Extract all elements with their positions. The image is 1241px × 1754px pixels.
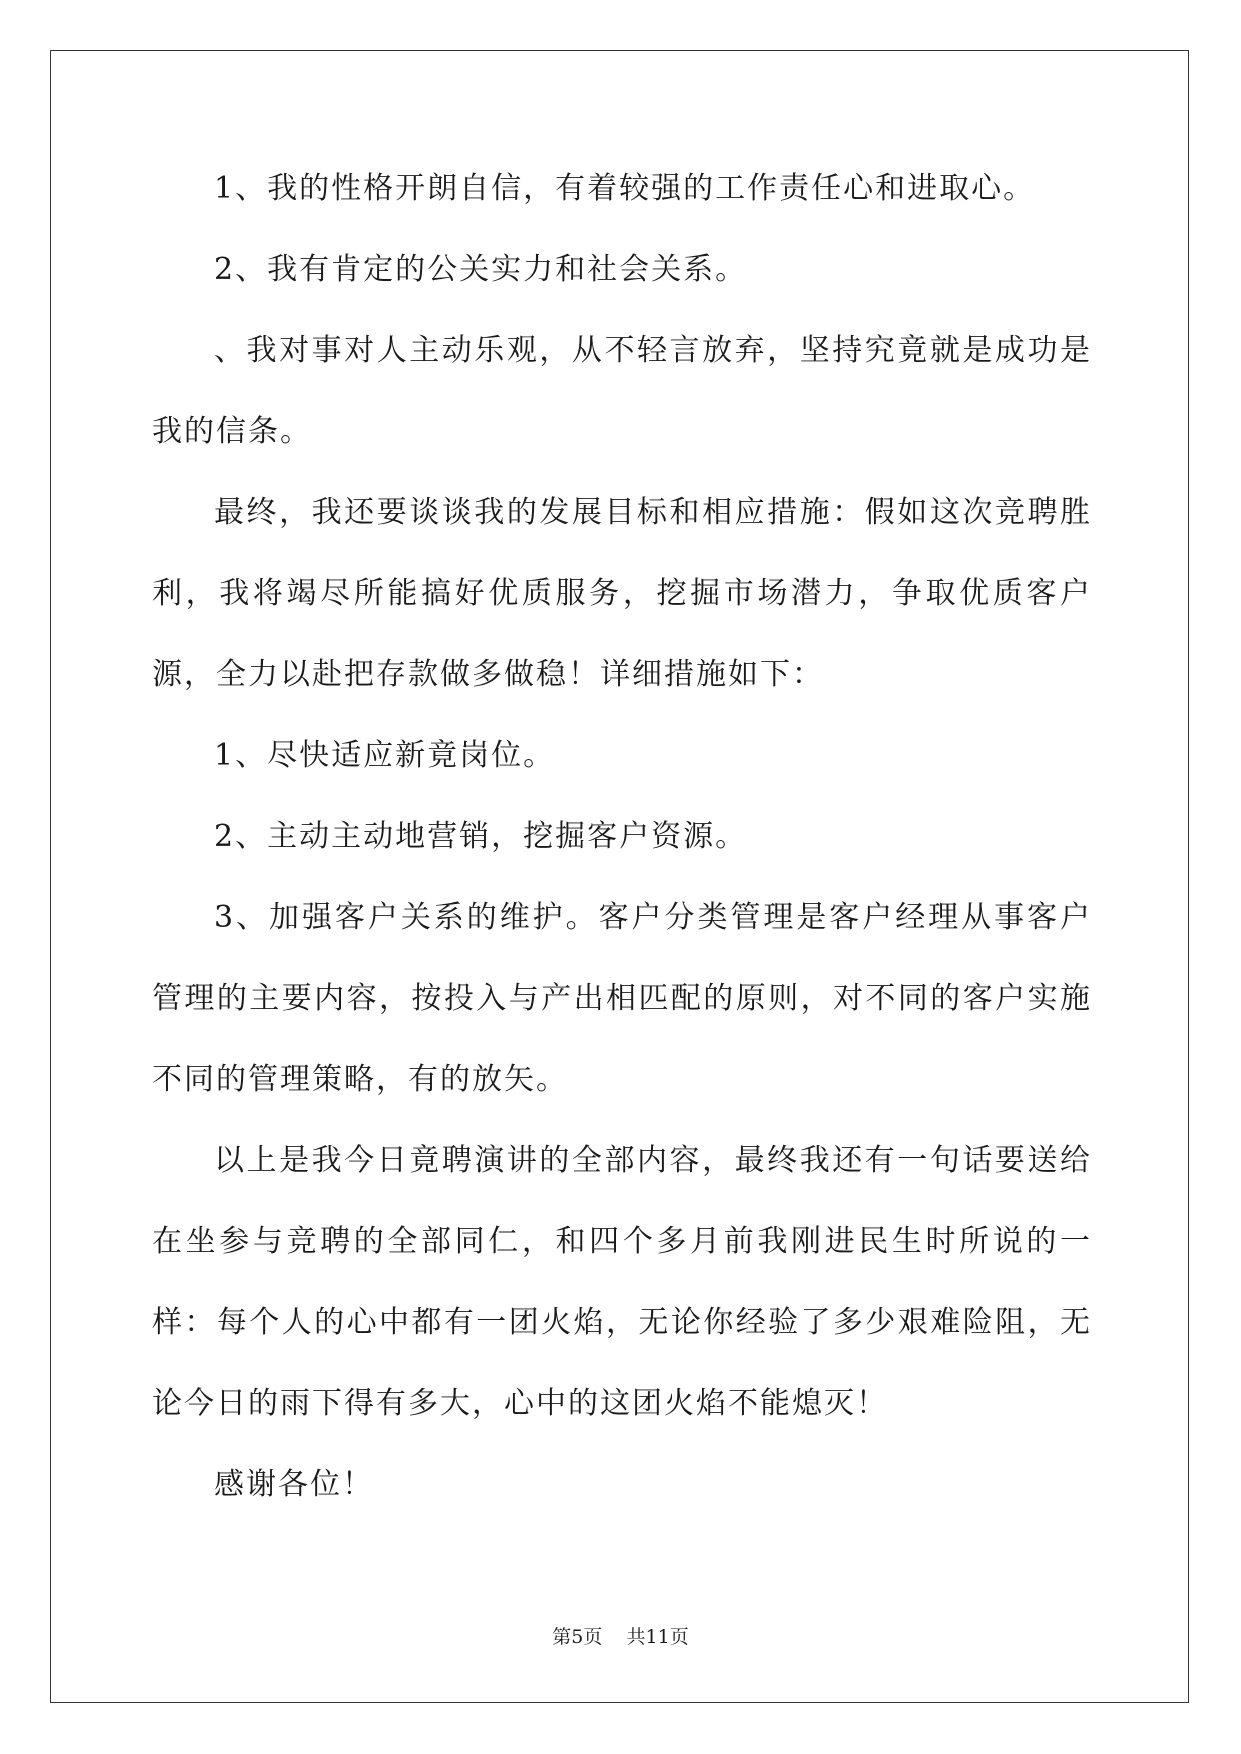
paragraph-3: 、我对事对人主动乐观，从不轻言放弃，坚持究竟就是成功是我的信条。 <box>152 333 1092 449</box>
paragraph-1: 1、我的性格开朗自信，有着较强的工作责任心和进取心。 <box>214 171 1036 206</box>
paragraph-2: 2、我有肯定的公关实力和社会关系。 <box>214 252 748 287</box>
paragraph-4: 最终，我还要谈谈我的发展目标和相应措施：假如这次竞聘胜利，我将竭尽所能搞好优质服务，挖掘市场潜力，争取优质客户源，全力以赴把存款做多做稳！详细措施如下： <box>152 495 1092 692</box>
paragraph-7: 3、加强客户关系的维护。客户分类管理是客户经理从事客户管理的主要内容，按投入与产出相匹配的原则，对不同的客户实施不同的管理策略，有的放矢。 <box>152 900 1092 1097</box>
paragraph-6: 2、主动主动地营销，挖掘客户资源。 <box>214 819 748 854</box>
page-footer: 第5页 共11页 <box>552 1626 689 1648</box>
paragraph-8: 以上是我今日竟聘演讲的全部内容，最终我还有一句话要送给在坐参与竞聘的全部同仁，和四个多月前我刚进民生时所说的一样：每个人的心中都有一团火焰，无论你经验了多少艰难险阻，无论今日的雨下得有多大，心中的这团火焰不能熄灭！ <box>152 1143 1092 1421</box>
paragraph-5: 1、尽快适应新竟岗位。 <box>214 738 556 773</box>
paragraph-9: 感谢各位！ <box>214 1467 374 1502</box>
